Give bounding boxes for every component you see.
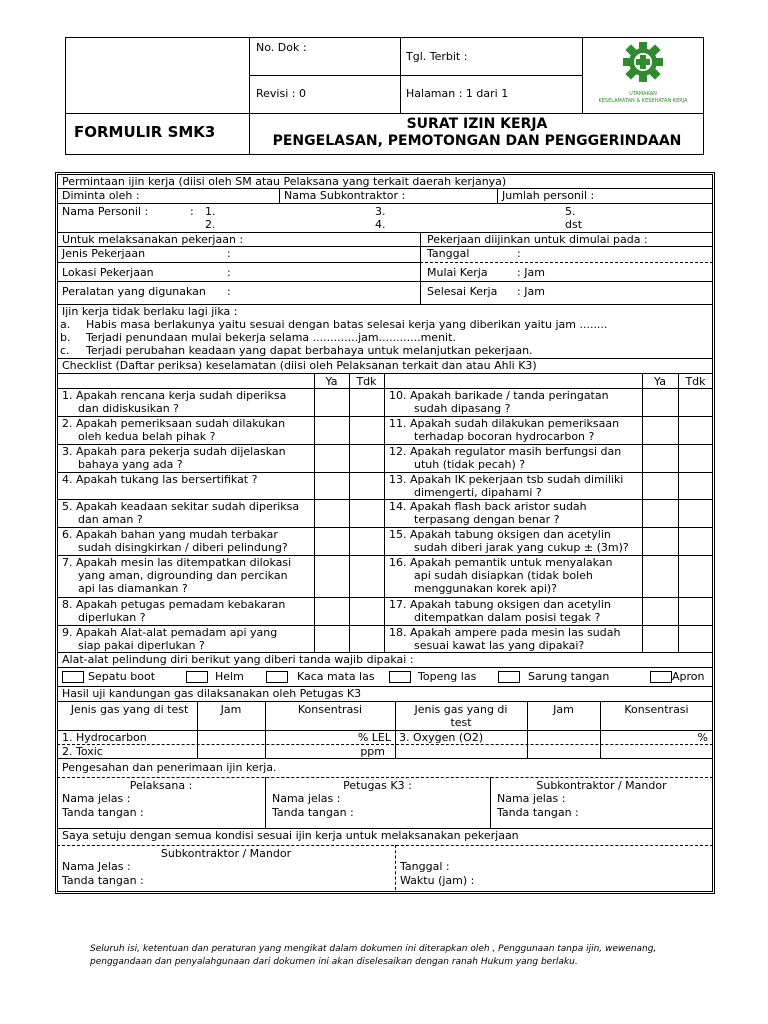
ppe-checkbox-kaca-mata-las[interactable] [266,671,288,683]
checklist-item-8-cont: diperlukan ? [78,611,146,624]
agree-heading: Saya setuju dengan semua kondisi sesuai ijin kerja untuk melaksanakan pekerjaan [62,829,519,842]
ppe-label-kaca-mata-las: Kaca mata las [297,670,375,683]
checklist-tdk-cell-9[interactable] [349,625,384,652]
validity-a: Habis masa berlakunya yaitu sesuai dengan batas selesai kerja yang diberikan yaitu jam ........ [86,318,608,331]
approval-heading: Pengesahan dan penerimaan ijin kerja. [62,761,277,774]
ppe-heading: Alat-alat pelindung diri berikut yang diberi tanda wajib dipakai : [62,653,414,666]
mulai-kerja-label[interactable]: Mulai Kerja [427,266,488,279]
checklist-ya-cell-12[interactable] [642,444,678,472]
validity-heading: Ijin kerja tidak berlaku lagi jika : [62,305,238,318]
peralatan-colon: : [227,285,231,298]
checklist-item-18-cont: sesuai kawat las yang dipakai? [414,639,585,652]
checklist-item-8: 8. Apakah petugas pemadam kebakaran [62,598,286,611]
personil-2[interactable]: 2. [205,218,216,231]
agree-subkon: Subkontraktor / Mandor [160,847,292,860]
jenis-pekerjaan-label[interactable]: Jenis Pekerjaan [62,247,146,260]
checklist-tdk-right: Tdk [685,375,706,388]
validity-b-label: b. [60,331,71,344]
nama-personil-colon: : [190,205,194,218]
lokasi-colon: : [227,266,231,279]
checklist-ya-cell-8[interactable] [314,597,349,625]
checklist-item-13: 13. Apakah IK pekerjaan tsb sudah dimiliki [389,473,624,486]
checklist-ya-cell-5[interactable] [314,499,349,527]
ppe-checkbox-sarung-tangan[interactable] [498,671,520,683]
form-title-2: PENGELASAN, PEMOTONGAN DAN PENGGERINDAAN [272,133,682,149]
validity-c-label: c. [60,344,70,357]
revisi-label: Revisi : 0 [256,87,306,100]
jenis-colon: : [227,247,231,260]
checklist-item-15: 15. Apakah tabung oksigen dan acetylin [389,528,611,541]
gas-col-jam: Jam [220,703,242,716]
checklist-ya-cell-14[interactable] [642,499,678,527]
checklist-item-11: 11. Apakah sudah dilakukan pemeriksaan [389,417,620,430]
ppe-checkbox-sepatu-boot[interactable] [62,671,84,683]
checklist-tdk-cell-1[interactable] [349,388,384,416]
gas-heading: Hasil uji kandungan gas dilaksanakan oleh Petugas K3 [62,687,362,700]
checklist-ya-left: Ya [325,375,338,388]
checklist-ya-cell-9[interactable] [314,625,349,652]
checklist-item-2: 2. Apakah pemeriksaan sudah dilakukan [62,417,286,430]
subkon-nama[interactable]: Nama jelas : [497,792,566,805]
personil-4[interactable]: 4. [375,218,386,231]
checklist-item-3: 3. Apakah para pekerja sudah dijelaskan [62,445,286,458]
gas-col-jenis-r2: test [450,716,472,729]
logo-text-1: UTAMAKAN [629,91,657,97]
checklist-ya-cell-18[interactable] [642,625,678,652]
jumlah-label[interactable]: Jumlah personil : [502,189,595,202]
agree-waktu[interactable]: Waktu (jam) : [400,874,475,887]
checklist-ya-cell-17[interactable] [642,597,678,625]
ppe-label-sepatu-boot: Sepatu boot [88,670,156,683]
checklist-item-12-cont: utuh (tidak pecah) ? [414,458,526,471]
approval-petugas: Petugas K3 : [343,779,412,792]
checklist-item-10: 10. Apakah barikade / tanda peringatan [389,389,609,402]
gas-col-jam-r: Jam [553,703,574,716]
gas-col-konsentrasi-r: Konsentrasi [624,703,689,716]
checklist-item-10-cont: sudah dipasang ? [414,402,511,415]
checklist-ya-cell-6[interactable] [314,527,349,555]
tgl-terbit-label: Tgl. Terbit : [406,50,468,63]
checklist-ya-cell-11[interactable] [642,416,678,444]
petugas-nama[interactable]: Nama jelas : [272,792,341,805]
checklist-tdk-left: Tdk [356,375,377,388]
approval-subkon: Subkontraktor / Mandor [536,779,667,792]
checklist-item-18: 18. Apakah ampere pada mesin las sudah [389,626,621,639]
checklist-item-1-cont: dan didiskusikan ? [78,402,180,415]
checklist-item-11-cont: terhadap bocoran hydrocarbon ? [414,430,595,443]
nama-personil-label: Nama Personil : [62,205,149,218]
checklist-item-6-cont: sudah disingkirkan / diberi pelindung? [78,541,288,554]
form-name: FORMULIR SMK3 [74,123,216,141]
checklist-ya-cell-3[interactable] [314,444,349,472]
gas-row-hydrocarbon: 1. Hydrocarbon [62,731,147,744]
validity-b: Terjadi penundaan mulai bekerja selama .............jam............menit. [86,331,456,344]
checklist-tdk-cell-3[interactable] [349,444,384,472]
checklist-ya-cell-7[interactable] [314,555,349,597]
approval-pelaksana: Pelaksana : [129,779,193,792]
gas-col-konsentrasi: Konsentrasi [297,703,363,716]
petugas-tanda[interactable]: Tanda tangan : [272,806,354,819]
checklist-item-16-cont: api sudah disiapkan (tidak boleh [414,569,593,582]
ppe-checkbox-apron[interactable] [650,671,672,683]
checklist-tdk-cell-5[interactable] [349,499,384,527]
gas-col-jenis-r1: Jenis gas yang di [414,703,508,716]
checklist-tdk-cell-16[interactable] [678,555,713,597]
checklist-ya-cell-2[interactable] [314,416,349,444]
mulai-jam: : Jam [517,266,545,279]
checklist-item-7: 7. Apakah mesin las ditempatkan dilokasi [62,556,292,569]
checklist-item-12: 12. Apakah regulator masih berfungsi dan [389,445,622,458]
gas-col-jenis: Jenis gas yang di test [70,703,189,716]
checklist-item-17-cont: ditempatkan dalam posisi tegak ? [414,611,601,624]
halaman-label: Halaman : 1 dari 1 [406,87,509,100]
lokasi-label[interactable]: Lokasi Pekerjaan [62,266,154,279]
ppe-label-helm: Helm [215,670,244,683]
checklist-tdk-cell-2[interactable] [349,416,384,444]
checklist-tdk-cell-12[interactable] [678,444,713,472]
checklist-item-2-cont: oleh kedua belah pihak ? [78,430,216,443]
subkon-label[interactable]: Nama Subkontraktor : [284,189,406,202]
logo-text-2: KESELAMATAN & KESEHATAN KERJA [598,98,688,104]
checklist-item-6: 6. Apakah bahan yang mudah terbakar [62,528,278,541]
selesai-jam: : Jam [517,285,545,298]
checklist-tdk-cell-13[interactable] [678,472,713,499]
checklist-item-14-cont: terpasang dengan benar ? [414,513,560,526]
checklist-item-9: 9. Apakah Alat-alat pemadam api yang [62,626,278,639]
checklist-heading: Checklist (Daftar periksa) keselamatan (diisi oleh Pelaksanan terkait dan atau Ahli K3) [62,359,537,372]
gas-unit-ppm: ppm [360,745,385,758]
subkon-tanda[interactable]: Tanda tangan : [497,806,579,819]
pelaksana-tanda[interactable]: Tanda tangan : [62,806,144,819]
checklist-ya-cell-10[interactable] [642,388,678,416]
gas-row-oxygen: 3. Oxygen (O2) [399,731,484,744]
checklist-ya-right: Ya [654,375,666,388]
gas-unit-percent: % [697,731,708,744]
checklist-item-17: 17. Apakah tabung oksigen dan acetylin [389,598,611,611]
checklist-item-13-cont: dimengerti, dipahami ? [414,486,542,499]
validity-a-label: a. [60,318,71,331]
personil-dst: dst [565,218,583,231]
personil-1[interactable]: 1. [205,205,216,218]
personil-3[interactable]: 3. [375,205,386,218]
checklist-ya-cell-1[interactable] [314,388,349,416]
selesai-kerja-label[interactable]: Selesai Kerja [427,285,498,298]
checklist-item-4: 4. Apakah tukang las bersertifikat ? [62,473,258,486]
checklist-ya-cell-15[interactable] [642,527,678,555]
agree-tanggal[interactable]: Tanggal : [400,860,450,873]
checklist-item-16: 16. Apakah pemantik untuk menyalakan [389,556,613,569]
checklist-ya-cell-13[interactable] [642,472,678,499]
checklist-tdk-cell-11[interactable] [678,416,713,444]
gas-unit-lel: % LEL [357,731,391,744]
checklist-item-7-cont: yang aman, digrounding dan percikan [78,569,288,582]
checklist-item-3-cont: bahaya yang ada ? [78,458,183,471]
ppe-checkbox-topeng-las[interactable] [389,671,411,683]
checklist-tdk-cell-15[interactable] [678,527,713,555]
checklist-tdk-cell-7[interactable] [349,555,384,597]
checklist-item-5: 5. Apakah keadaan sekitar sudah diperiksa [62,500,300,513]
checklist-ya-cell-16[interactable] [642,555,678,597]
checklist-item-5-cont: dan aman ? [78,513,143,526]
agree-nama[interactable]: Nama Jelas : [62,860,131,873]
ppe-checkbox-helm[interactable] [186,671,208,683]
agree-tanda[interactable]: Tanda tangan : [62,874,144,887]
ppe-label-apron: Apron [672,670,705,683]
request-heading: Permintaan ijin kerja (diisi oleh SM atau Pelaksana yang terkait daerah kerjanya) [62,175,507,188]
checklist-tdk-cell-17[interactable] [678,597,713,625]
ppe-label-topeng-las: Topeng las [418,670,477,683]
gas-row-toxic: 2. Toxic [62,745,103,758]
checklist-tdk-cell-14[interactable] [678,499,713,527]
company-logo [583,38,703,112]
checklist-ya-cell-4[interactable] [314,472,349,499]
checklist-item-14: 14. Apakah flash back aristor sudah [389,500,587,513]
checklist-tdk-cell-10[interactable] [678,388,713,416]
ppe-label-sarung-tangan: Sarung tangan [528,670,610,683]
checklist-item-9-cont: siap pakai diperlukan ? [78,639,205,652]
checklist-item-16-cont2: menggunakan korek api)? [414,582,558,595]
validity-c: Terjadi perubahan keadaan yang dapat berbahaya untuk melanjutkan pekerjaan. [86,344,533,357]
pelaksana-nama[interactable]: Nama jelas : [62,792,131,805]
no-dok-label: No. Dok : [256,41,307,54]
diijinkan-label: Pekerjaan diijinkan untuk dimulai pada : [427,233,648,246]
checklist-item-15-cont: sudah diberi jarak yang cukup ± (3m)? [414,541,629,554]
tanggal-colon: : [517,247,521,260]
checklist-tdk-cell-4[interactable] [349,472,384,499]
personil-5[interactable]: 5. [565,205,576,218]
peralatan-label[interactable]: Peralatan yang digunakan [62,285,206,298]
checklist-tdk-cell-18[interactable] [678,625,713,652]
diminta-label[interactable]: Diminta oleh : [62,189,140,202]
tanggal-label[interactable]: Tanggal [427,247,470,260]
form-title-1: SURAT IZIN KERJA [406,116,548,132]
checklist-tdk-cell-6[interactable] [349,527,384,555]
footer-note: Seluruh isi, ketentuan dan peraturan yang mengikat dalam dokumen ini diterapkan oleh , Penggunaan tanpa ijin, wewenang, penggandaan dan penyalahgunaan dari dokumen ini akan diselesaikan dengan ranah Hukum yang berlaku. [90,944,657,967]
checklist-item-7-cont2: api las diamankan ? [78,582,188,595]
checklist-item-1: 1. Apakah rencana kerja sudah diperiksa [62,389,287,402]
checklist-tdk-cell-8[interactable] [349,597,384,625]
untuk-label: Untuk melaksanakan pekerjaan : [62,233,244,246]
